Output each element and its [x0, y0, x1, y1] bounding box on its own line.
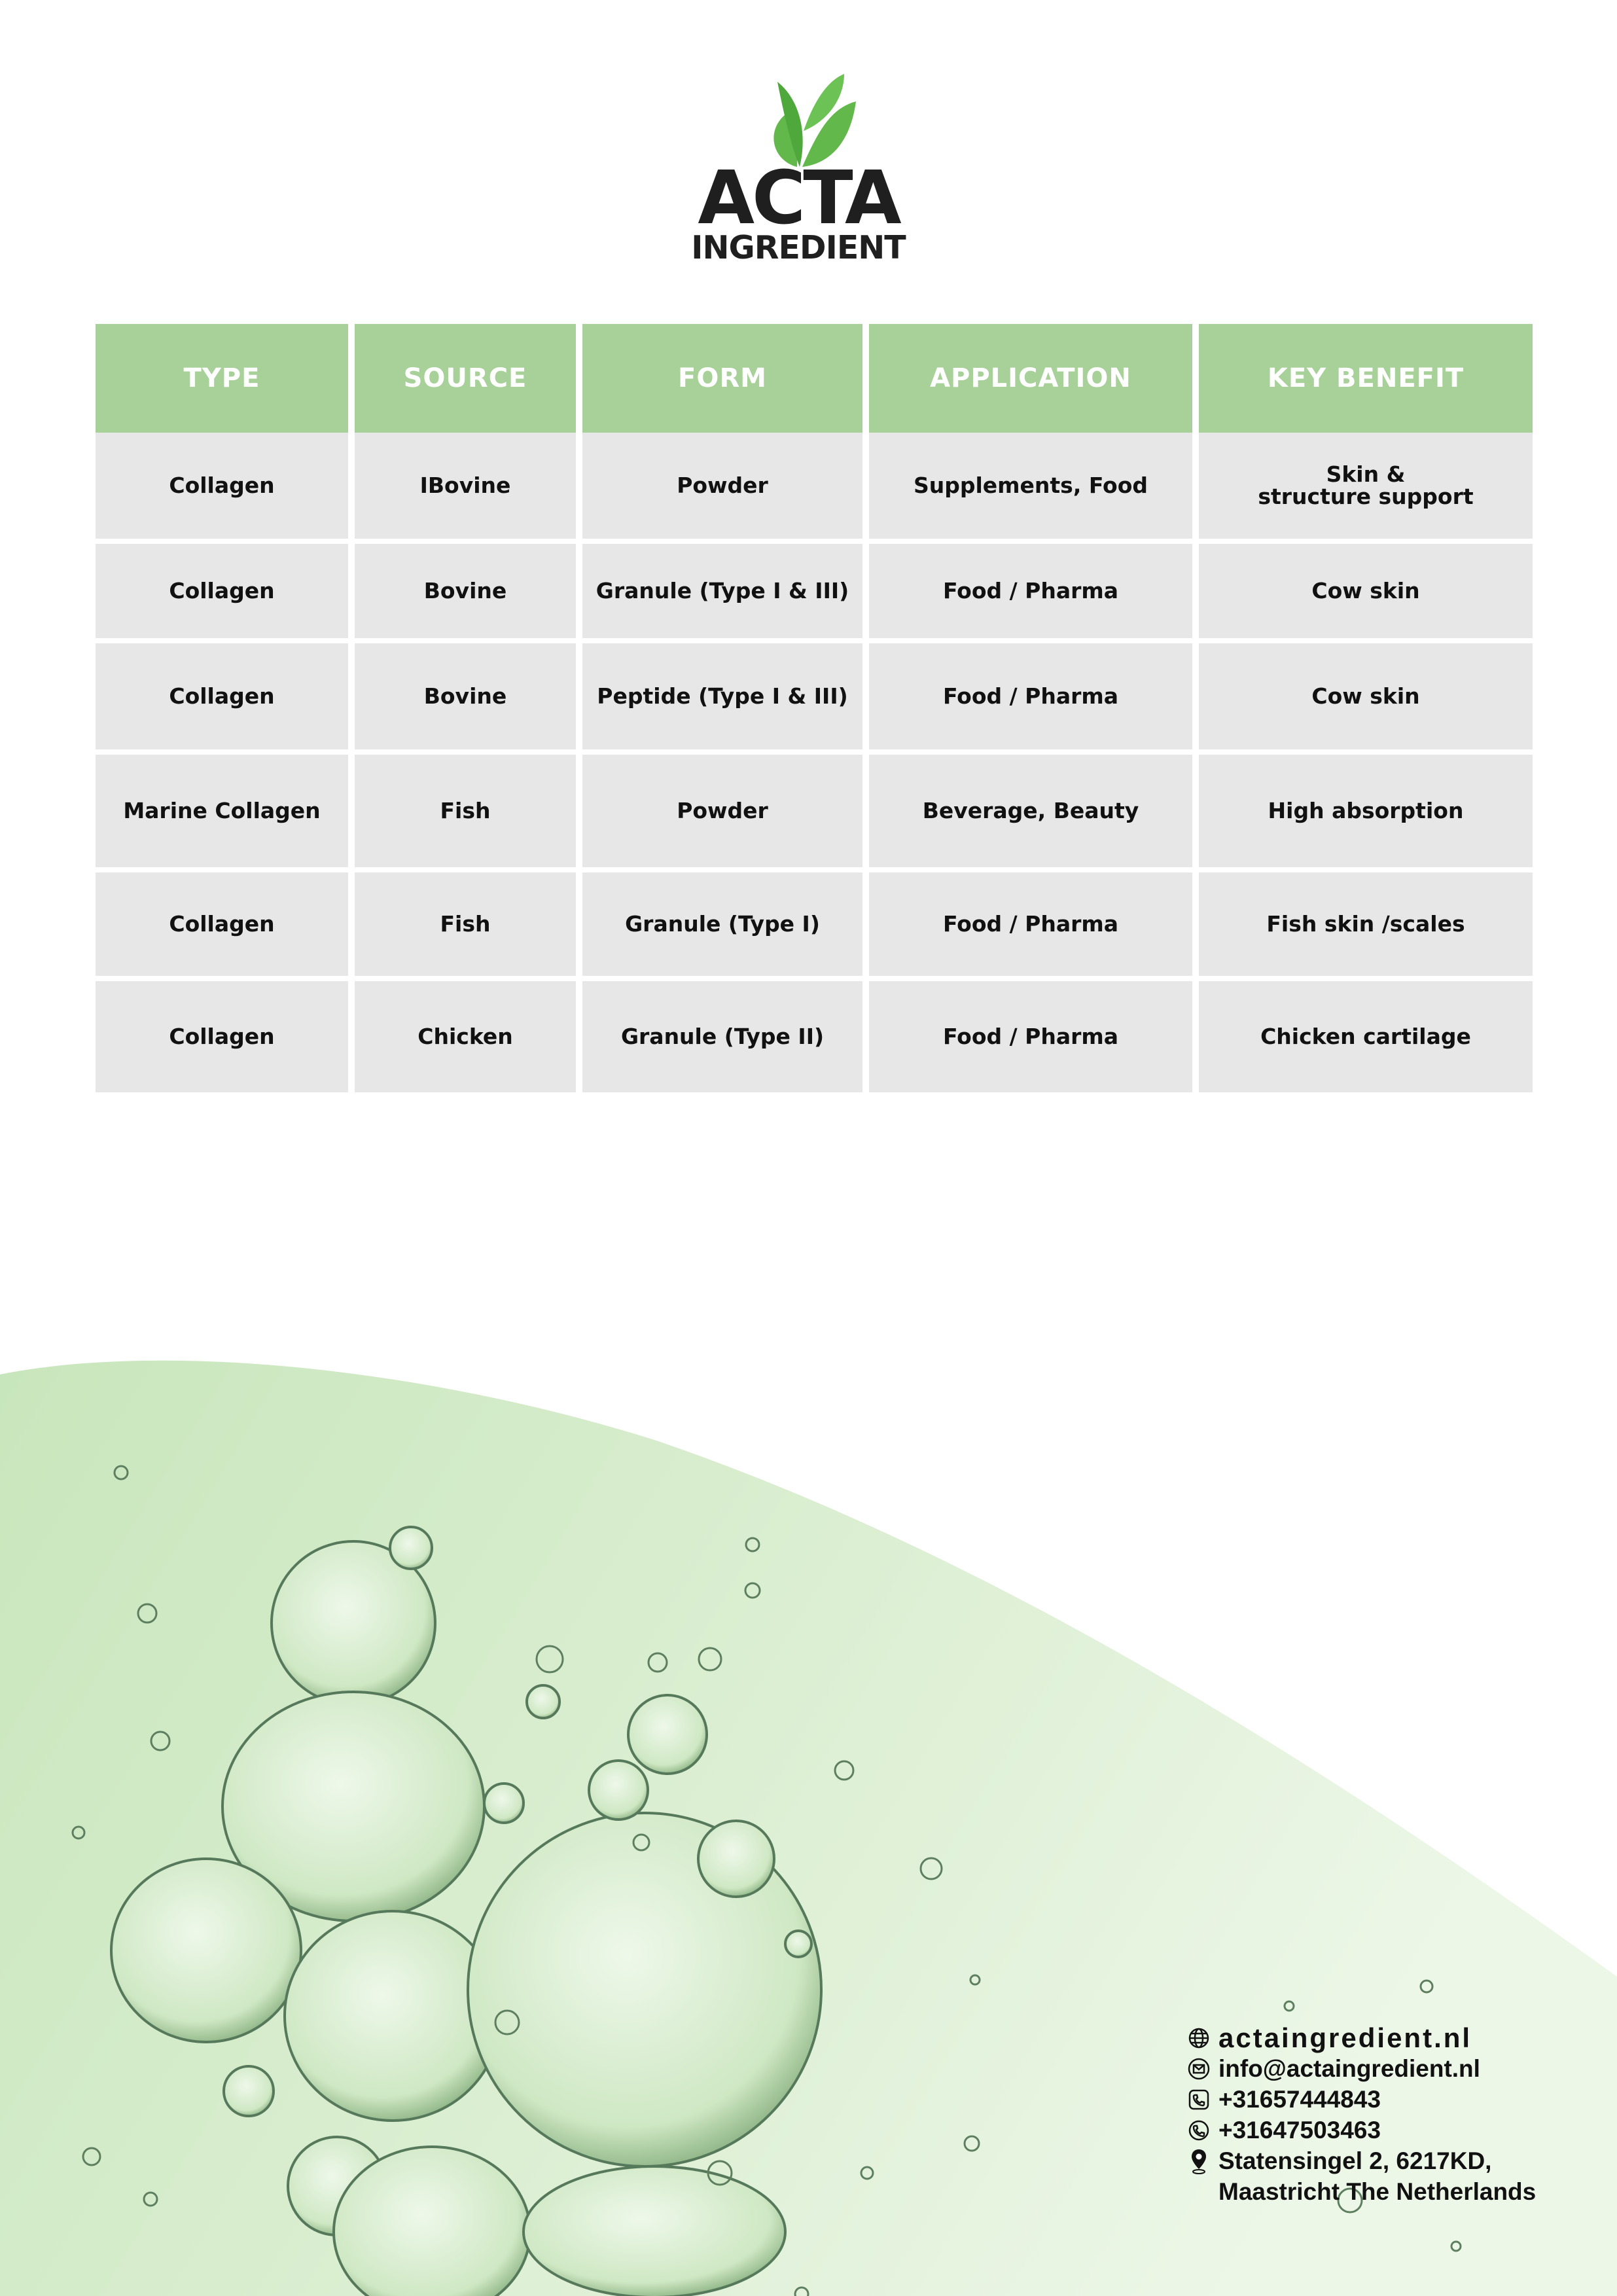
phone-icon	[1186, 2087, 1212, 2113]
brand-subtitle: INGREDIENT	[691, 229, 906, 266]
globe-icon	[1186, 2025, 1212, 2051]
contact-address-line-1	[1186, 2145, 1591, 2176]
cell-type: Collagen	[96, 643, 348, 749]
cell-benefit: High absorption	[1199, 755, 1533, 867]
leaves-icon	[746, 69, 857, 170]
contact-phone-2[interactable]	[1186, 2115, 1591, 2145]
phone-icon	[1186, 2117, 1212, 2144]
cell-application: Food / Pharma	[869, 872, 1192, 976]
header-source: SOURCE	[355, 324, 576, 433]
cell-benefit: Cow skin	[1199, 544, 1533, 638]
cell-source: Fish	[355, 755, 576, 867]
brand-name: ACTA	[698, 156, 899, 241]
cell-application: Food / Pharma	[869, 981, 1192, 1092]
header-form: FORM	[582, 324, 862, 433]
cell-form: Granule (Type II)	[582, 981, 862, 1092]
header-type: TYPE	[96, 324, 348, 433]
contact-phone-1[interactable]	[1186, 2084, 1591, 2115]
cell-form: Powder	[582, 433, 862, 539]
contact-address-line-2	[1186, 2176, 1591, 2207]
location-pin-icon	[1186, 2148, 1212, 2174]
cell-source: Fish	[355, 872, 576, 976]
cell-application: Food / Pharma	[869, 544, 1192, 638]
address-line-2: Maastricht The Netherlands	[1218, 2178, 1537, 2205]
mail-icon	[1186, 2056, 1212, 2082]
cell-benefit: Fish skin /scales	[1199, 872, 1533, 976]
table-row	[96, 981, 1533, 1092]
contact-website[interactable]	[1186, 2022, 1591, 2053]
table-row	[96, 872, 1533, 976]
table-header-row	[96, 324, 1533, 433]
cell-application: Supplements, Food	[869, 433, 1192, 539]
brand-logo	[667, 69, 929, 265]
cell-source: Bovine	[355, 643, 576, 749]
cell-form: Granule (Type I & III)	[582, 544, 862, 638]
email-link[interactable]: info@actaingredient.nl	[1218, 2054, 1480, 2082]
cell-benefit: Chicken cartilage	[1199, 981, 1533, 1092]
website-link[interactable]: actaingredient.nl	[1218, 2022, 1472, 2053]
cell-type: Collagen	[96, 872, 348, 976]
cell-benefit: Skin & structure support	[1199, 433, 1533, 539]
cell-application: Beverage, Beauty	[869, 755, 1192, 867]
header-application: APPLICATION	[869, 324, 1192, 433]
cell-source: Chicken	[355, 981, 576, 1092]
cell-form: Granule (Type I)	[582, 872, 862, 976]
cell-type: Marine Collagen	[96, 755, 348, 867]
header-key-benefit: KEY BENEFIT	[1199, 324, 1533, 433]
cell-type: Collagen	[96, 544, 348, 638]
cell-type: Collagen	[96, 981, 348, 1092]
table-row	[96, 544, 1533, 638]
cell-source: Bovine	[355, 544, 576, 638]
address-line-1: Statensingel 2, 6217KD,	[1218, 2147, 1492, 2174]
contact-email[interactable]	[1186, 2053, 1591, 2084]
contact-info	[1186, 2022, 1591, 2207]
cell-form: Powder	[582, 755, 862, 867]
phone-number-2[interactable]: +31647503463	[1218, 2116, 1381, 2144]
phone-number-1[interactable]: +31657444843	[1218, 2085, 1381, 2113]
table-row	[96, 755, 1533, 867]
cell-type: Collagen	[96, 433, 348, 539]
table-row	[96, 433, 1533, 539]
cell-source: IBovine	[355, 433, 576, 539]
cell-form: Peptide (Type I & III)	[582, 643, 862, 749]
cell-benefit: Cow skin	[1199, 643, 1533, 749]
table-row	[96, 643, 1533, 749]
cell-application: Food / Pharma	[869, 643, 1192, 749]
